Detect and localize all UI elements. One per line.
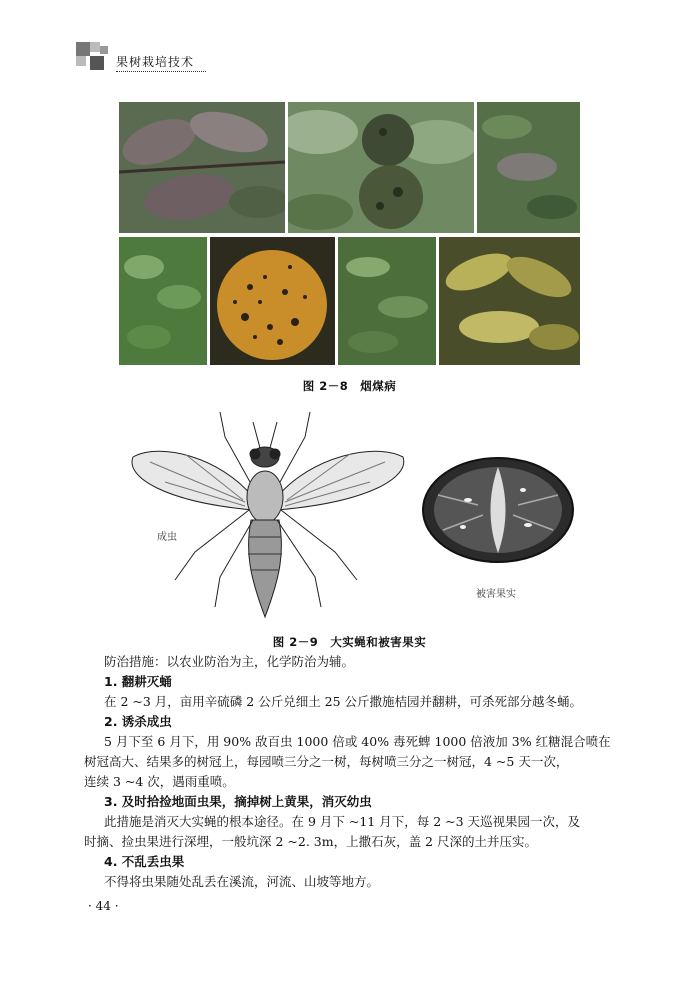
damaged-fruit-drawing (418, 455, 578, 605)
page-number: · 44 · (88, 899, 119, 913)
section-3-line-2: 时摘、捡虫果进行深埋，一般坑深 2 ~2. 3m，上撒石灰，盖 2 尺深的土并压实。 (84, 834, 537, 849)
body-text (84, 652, 626, 892)
section-2-line-2: 树冠高大、结果多的树冠上，每园喷三分之一树，每树喷三分之一树冠，4 ~5 天一次， (84, 754, 569, 769)
section-3-line-1: 此措施是消灭大实蝇的根本途径。在 9 月下 ~11 月下，每 2 ~3 天巡视果园一次，及 (104, 814, 581, 829)
header-title: 果树栽培技术 (116, 55, 195, 69)
photo-shoots-sooty (119, 237, 207, 365)
photo-leaves-green (338, 237, 436, 365)
photo-leaves-yellowed (439, 237, 580, 365)
figure-caption-2-9: 图 2－9 大实蝇和被害果实 (272, 635, 427, 649)
section-2-line-3: 连续 3 ~4 次，遇雨重喷。 (84, 774, 235, 789)
section-1-text: 在 2 ~3 月，亩用辛硫磷 2 公斤兑细土 25 公斤撒施桔园并翻耕，可杀死部分越冬蛹。 (104, 694, 583, 709)
section-4-text: 不得将虫果随处乱丢在溪流，河流、山坡等地方。 (104, 874, 380, 889)
figure-caption-2-8: 图 2－8 烟煤病 (302, 379, 397, 393)
header-rule (116, 71, 206, 72)
intro-paragraph: 防治措施：以农业防治为主，化学防治为辅。 (104, 654, 355, 669)
header-logo (76, 42, 110, 76)
photo-branch-sooty (477, 102, 580, 233)
section-3-heading: 3. 及时拾捡地面虫果，摘掉树上黄果，消灭幼虫 (104, 794, 372, 809)
section-1-heading: 1. 翻耕灭蛹 (104, 674, 172, 689)
label-adult: 成虫 (157, 532, 177, 543)
label-damaged-fruit: 被害果实 (476, 589, 516, 600)
fruit-fly-drawing (125, 402, 410, 627)
photo-fruits-sooty (288, 102, 474, 233)
section-2-heading: 2. 诱杀成虫 (104, 714, 172, 729)
photo-leaves-sooty (119, 102, 285, 233)
section-4-heading: 4. 不乱丢虫果 (104, 854, 185, 869)
section-2-line-1: 5 月下至 6 月下，用 90% 敌百虫 1000 倍或 40% 毒死蜱 1000 倍液加 3% 红糖混合喷在 (104, 734, 611, 749)
photo-orange-sooty (210, 237, 335, 365)
